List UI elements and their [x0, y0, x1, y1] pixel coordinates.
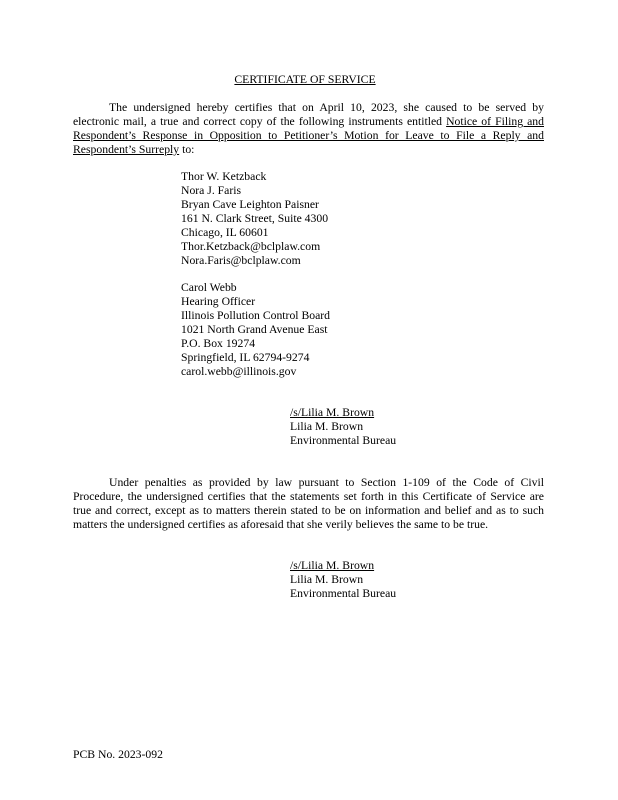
service-statement	[73, 101, 544, 157]
recipient-block-1	[181, 170, 328, 268]
document-title	[0, 73, 618, 87]
recipient-address: 1021 North Grand Avenue East	[181, 323, 328, 336]
recipient-name: Thor W. Ketzback	[181, 170, 267, 183]
recipient-city: Springfield, IL 62794-9274	[181, 351, 310, 364]
recipient-city: Chicago, IL 60601	[181, 226, 269, 239]
recipient-email: Thor.Ketzback@bclplaw.com	[181, 240, 321, 253]
recipient-po-box: P.O. Box 19274	[181, 337, 256, 350]
signer-organization: Environmental Bureau	[290, 587, 397, 600]
electronic-signature: /s/Lilia M. Brown	[290, 406, 375, 419]
recipient-email: carol.webb@illinois.gov	[181, 365, 297, 378]
signer-name: Lilia M. Brown	[290, 420, 364, 433]
title-text: CERTIFICATE OF SERVICE	[234, 73, 376, 86]
signature-block-2	[290, 559, 396, 601]
signer-name: Lilia M. Brown	[290, 573, 364, 586]
recipient-name: Carol Webb	[181, 281, 237, 294]
certification-text: Under penalties as provided by law pursuant to Section 1-109 of the Code of Civil Procedure, the undersigned certifies that the statements set forth in this Certificate of Service are true and correct, except as to matters therein stated to be on information and belief and as to such matters the undersigned certifies as aforesaid that she verily believes the same to be true.	[73, 476, 544, 531]
recipient-agency: Illinois Pollution Control Board	[181, 309, 331, 322]
recipient-address: 161 N. Clark Street, Suite 4300	[181, 212, 329, 225]
recipient-title: Hearing Officer	[181, 295, 256, 308]
recipient-name: Nora J. Faris	[181, 184, 242, 197]
recipient-block-2	[181, 281, 330, 379]
signer-organization: Environmental Bureau	[290, 434, 397, 447]
case-number-footer: PCB No. 2023-092	[73, 748, 163, 761]
certification-statement	[73, 476, 544, 532]
electronic-signature: /s/Lilia M. Brown	[290, 559, 375, 572]
signature-block-1	[290, 406, 396, 448]
recipient-email: Nora.Faris@bclplaw.com	[181, 254, 301, 267]
recipient-firm: Bryan Cave Leighton Paisner	[181, 198, 319, 211]
statement-ending: to:	[179, 143, 195, 156]
instruments-title: Notice of Filing and Respondent’s Response in Opposition to Petitioner’s Motion for Leave to File a Reply and Respondent’s Surreply	[73, 115, 544, 156]
statement-text: The undersigned hereby certifies that on April 10, 2023, she caused to be served by electronic mail, a true and correct copy of the following instruments entitled	[73, 101, 544, 128]
